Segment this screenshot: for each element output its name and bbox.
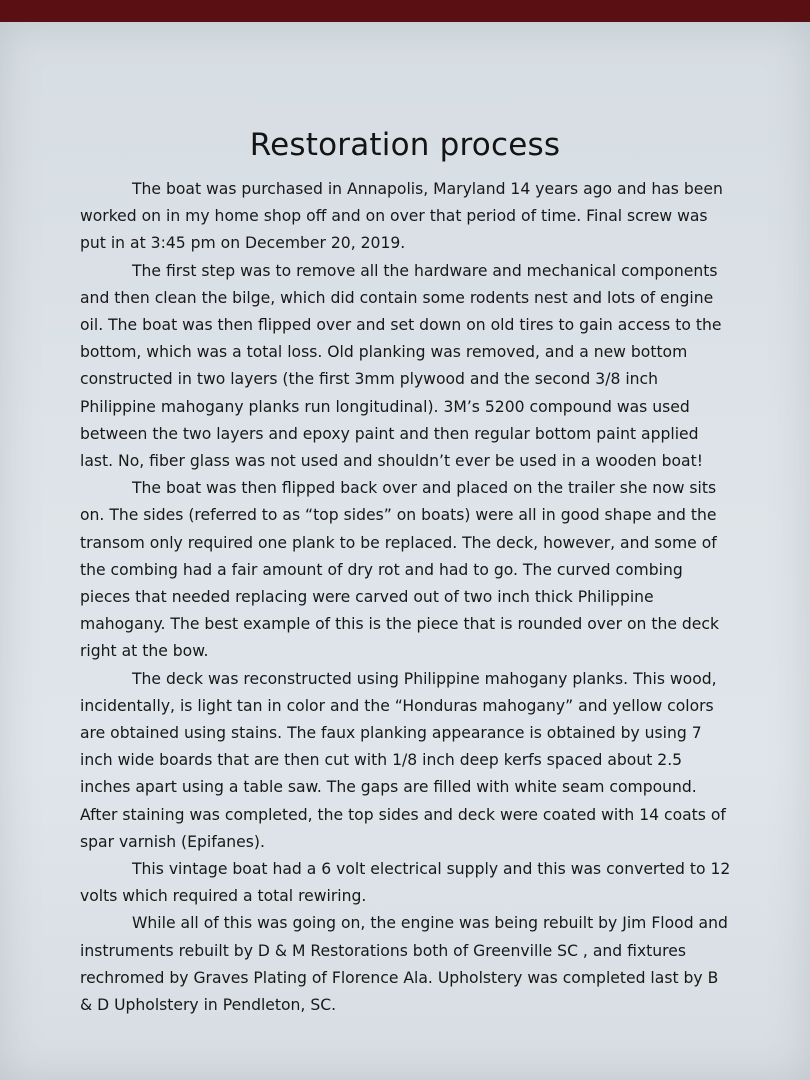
- paper-sheet: [0, 22, 810, 1080]
- document-body: [80, 176, 732, 1019]
- paragraph-purchase: The boat was purchased in Annapolis, Maryland 14 years ago and has been worked on in my home shop off and on over that period of time. Final screw was put in at 3:45 pm on December 20, 2019.: [80, 180, 723, 253]
- paragraph-deck-planking: The deck was reconstructed using Philippine mahogany planks. This wood, incidentally, is light tan in color and the “Honduras mahogany” and yellow colors are obtained using stains. The faux planking appearance is obtained by using 7 inch wide boards that are then cut with 1/8 inch deep kerfs spaced about 2.5 inches apart using a table saw. The gaps are filled with white seam compound. After staining was completed, the top sides and deck were coated with 14 coats of spar varnish (Epifanes).: [80, 669, 726, 851]
- document-title: Restoration process: [249, 127, 561, 163]
- paragraph-engine-upholstery: While all of this was going on, the engine was being rebuilt by Jim Flood and instruments rebuilt by D & M Restorations both of Greenville SC , and fixtures rechromed by Graves Plating of Florence Ala. Upholstery was completed last by B & D Upholstery in Pendleton, SC.: [80, 914, 728, 1015]
- paragraph-sides-deck: The boat was then flipped back over and placed on the trailer she now sits on. The sides (referred to as “top sides” on boats) were all in good shape and the transom only required one plank to be replaced. The deck, however, and some of the combing had a fair amount of dry rot and had to go. The curved combing pieces that needed replacing were carved out of two inch thick Philippine mahogany. The best example of this is the piece that is rounded over on the deck right at the bow.: [80, 479, 719, 661]
- paragraph-electrical: This vintage boat had a 6 volt electrical supply and this was converted to 12 volts which required a total rewiring.: [80, 860, 731, 906]
- paragraph-bottom-rebuild: The first step was to remove all the hardware and mechanical components and then clean the bilge, which did contain some rodents nest and lots of engine oil. The boat was then flipped over and set down on old tires to gain access to the bottom, which was a total loss. Old planking was removed, and a new bottom constructed in two layers (the first 3mm plywood and the second 3/8 inch Philippine mahogany planks run longitudinal). 3M’s 5200 compound was used between the two layers and epoxy paint and then regular bottom paint applied last. No, fiber glass was not used and shouldn’t ever be used in a wooden boat!: [80, 261, 722, 471]
